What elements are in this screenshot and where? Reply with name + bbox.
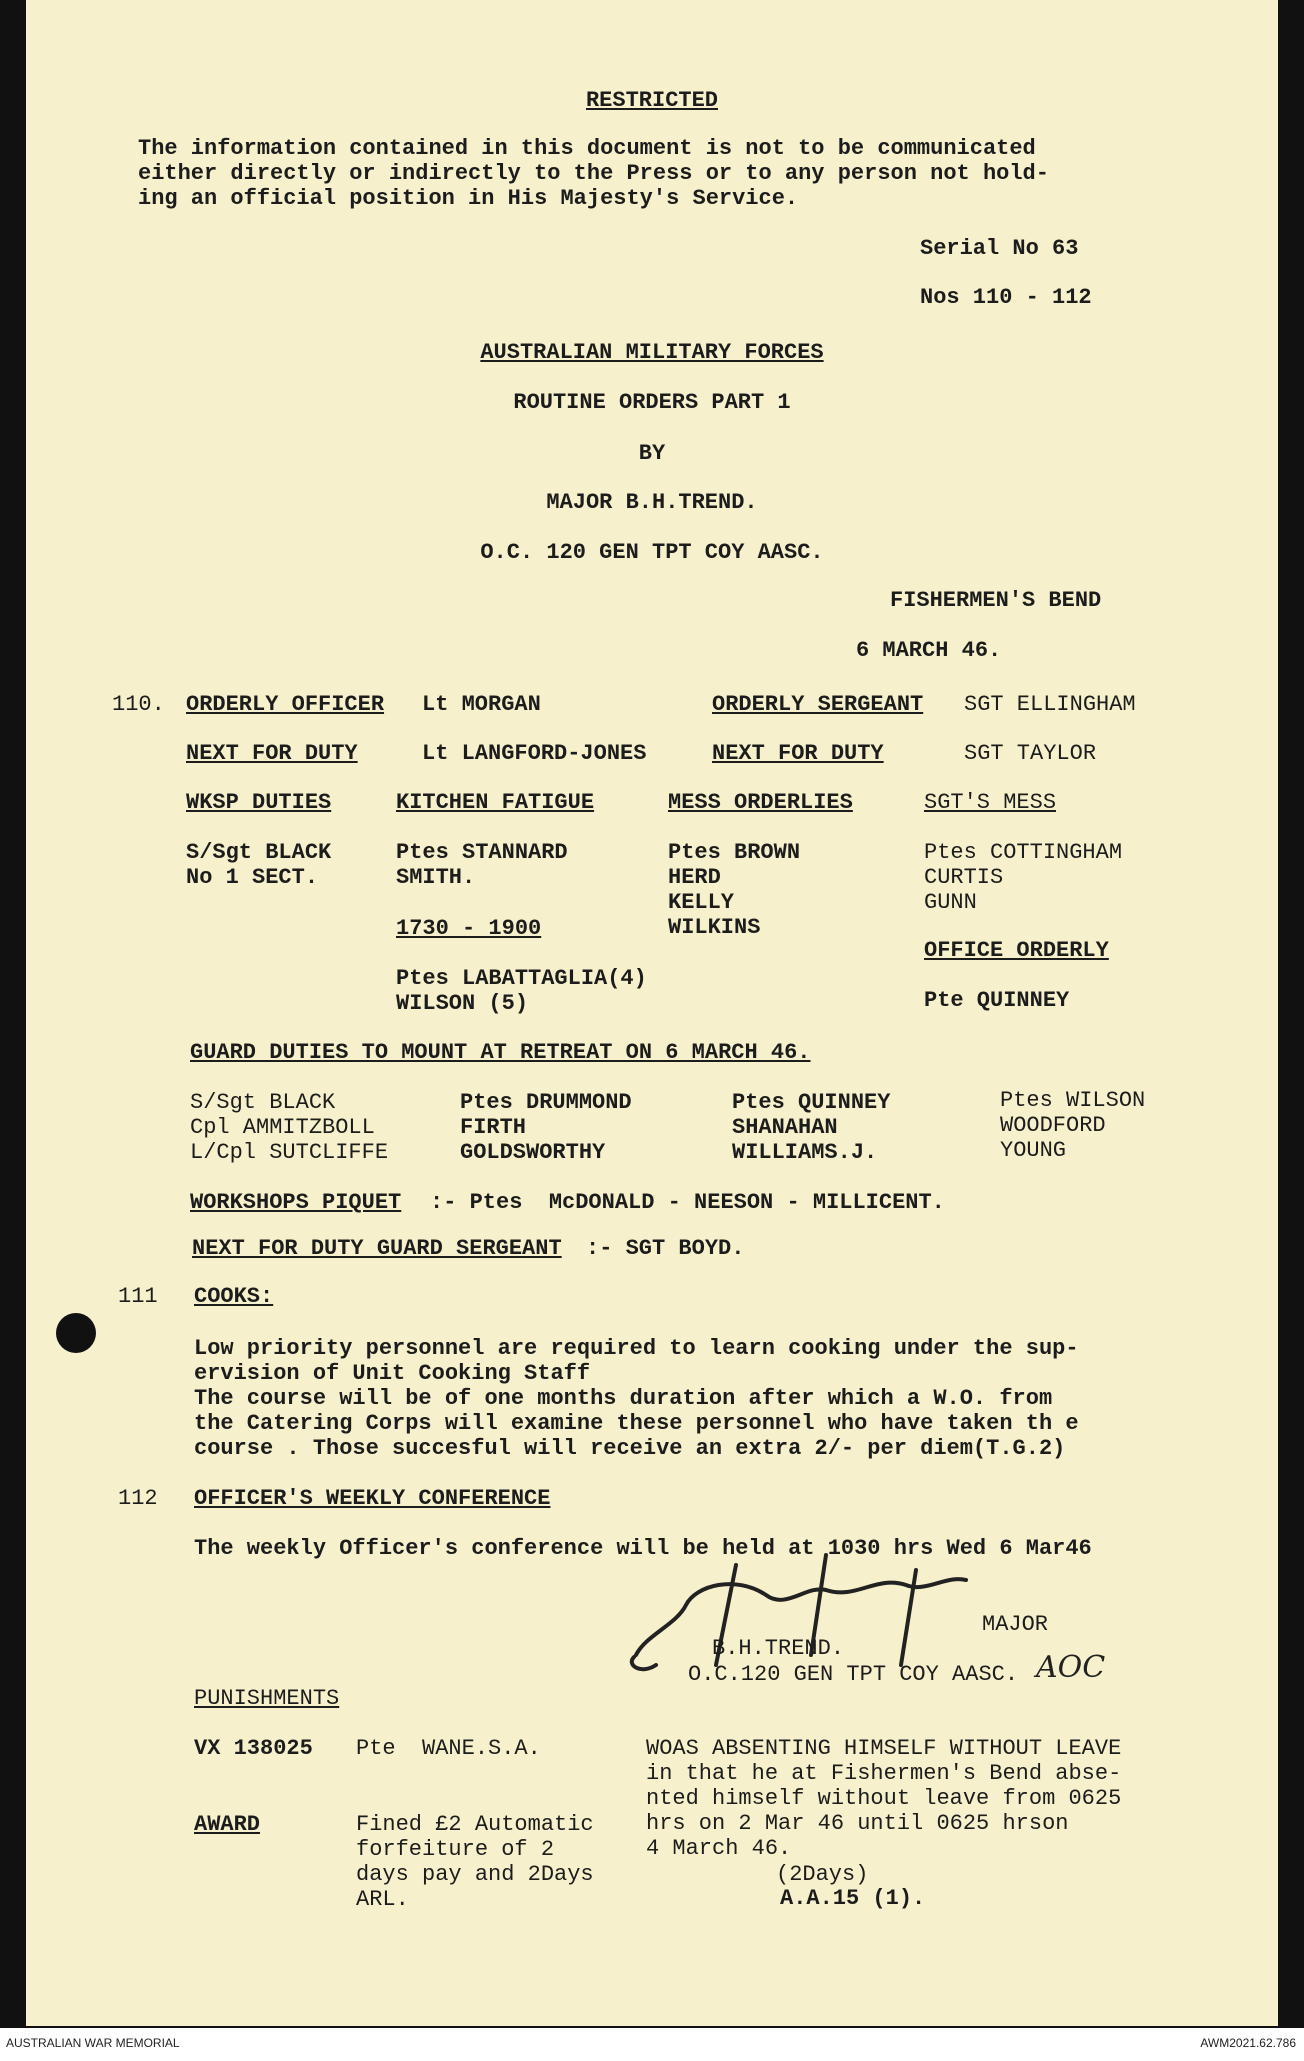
cooks-body: Low priority personnel are required to learn cooking under the sup- ervision of Unit Cooking Staff The course will be of one months duration after which a W.O. from the Catering Corps will examine these personnel who have taken th e course . Those succesful will receive an extra 2/- per diem(T.G.2) <box>194 1336 1079 1461</box>
restricted-title: RESTRICTED <box>585 88 719 113</box>
signatory-rank: MAJOR <box>982 1612 1049 1637</box>
serial-number: Serial No 63 <box>920 236 1079 261</box>
doc-title: ROUTINE ORDERS PART 1 <box>513 390 791 415</box>
restriction-notice: The information contained in this document is not to be communicated either directly or indirectly to the Press or to any person not hold- ing an official position in His Majesty's Service. <box>138 136 1049 211</box>
offence-description: WOAS ABSENTING HIMSELF WITHOUT LEAVE in that he at Fishermen's Bend abse- nted himself without leave from 0625 hrs on 2 Mar 46 until 0625 hrson 4 March 46. <box>646 1736 1122 1861</box>
order-numbers: Nos 110 - 112 <box>920 285 1092 310</box>
next-duty-sergeant: SGT TAYLOR <box>964 741 1097 766</box>
order-111-number: 111 <box>118 1284 158 1309</box>
workshops-piquet: :- Ptes McDONALD - NEESON - MILLICENT. <box>430 1190 945 1215</box>
mess-orderlies-label: MESS ORDERLIES <box>668 790 853 815</box>
org-title: AUSTRALIAN MILITARY FORCES <box>480 340 824 365</box>
order-112-number: 112 <box>118 1486 158 1511</box>
office-orderly: Pte QUINNEY <box>924 988 1070 1013</box>
time-slot-names: Ptes LABATTAGLIA(4) WILSON (5) <box>396 966 647 1016</box>
award-details: Fined £2 Automatic forfeiture of 2 days pay and 2Days ARL. <box>356 1812 594 1912</box>
award-days: (2Days) <box>776 1862 869 1887</box>
punishments-label: PUNISHMENTS <box>194 1686 340 1711</box>
time-slot-label: 1730 - 1900 <box>396 916 542 941</box>
next-duty-label: NEXT FOR DUTY <box>186 741 358 766</box>
footer-source: AUSTRALIAN WAR MEMORIAL <box>6 2036 180 2050</box>
sgts-mess-label: SGT'S MESS <box>924 790 1057 815</box>
next-duty-label-2: NEXT FOR DUTY <box>712 741 884 766</box>
wksp-duties-label: WKSP DUTIES <box>186 790 332 815</box>
date: 6 MARCH 46. <box>856 638 1002 663</box>
conference-label: OFFICER'S WEEKLY CONFERENCE <box>194 1486 551 1511</box>
punch-hole <box>56 1313 96 1353</box>
orderly-sergeant-label: ORDERLY SERGEANT <box>712 692 924 717</box>
signatory-name: B.H.TREND. <box>712 1636 845 1661</box>
order-110-number: 110. <box>112 692 165 717</box>
guard-column-3: Ptes QUINNEY SHANAHAN WILLIAMS.J. <box>732 1090 891 1165</box>
next-duty-officer: Lt LANGFORD-JONES <box>422 741 647 766</box>
archive-footer <box>0 2028 1304 2061</box>
kitchen-fatigue: Ptes STANNARD SMITH. <box>396 840 568 890</box>
workshops-piquet-label: WORKSHOPS PIQUET <box>190 1190 402 1215</box>
conference-body: The weekly Officer's conference will be held at 1030 hrs Wed 6 Mar46 <box>194 1536 1092 1561</box>
sgts-mess: Ptes COTTINGHAM CURTIS GUNN <box>924 840 1123 915</box>
guard-column-2: Ptes DRUMMOND FIRTH GOLDSWORTHY <box>460 1090 632 1165</box>
cooks-label: COOKS: <box>194 1284 274 1309</box>
guard-column-1: S/Sgt BLACK Cpl AMMITZBOLL L/Cpl SUTCLIFFE <box>190 1090 389 1165</box>
award-reference: A.A.15 (1). <box>780 1886 926 1911</box>
mess-orderlies: Ptes BROWN HERD KELLY WILKINS <box>668 840 801 940</box>
signatory-unit: O.C.120 GEN TPT COY AASC. <box>688 1662 1019 1687</box>
award-label: AWARD <box>194 1812 261 1837</box>
orderly-officer: Lt MORGAN <box>422 692 541 717</box>
unit-line: O.C. 120 GEN TPT COY AASC. <box>480 540 824 565</box>
offender: Pte WANE.S.A. <box>356 1736 541 1761</box>
guard-sergeant-label: NEXT FOR DUTY GUARD SERGEANT <box>192 1236 562 1261</box>
by-line: BY <box>638 441 666 466</box>
kitchen-fatigue-label: KITCHEN FATIGUE <box>396 790 595 815</box>
document-page <box>26 0 1278 2026</box>
place: FISHERMEN'S BEND <box>890 588 1102 613</box>
guard-column-4: Ptes WILSON WOODFORD YOUNG <box>1000 1088 1146 1163</box>
guard-duties-label: GUARD DUTIES TO MOUNT AT RETREAT ON 6 MARCH 46. <box>190 1040 811 1065</box>
office-orderly-label: OFFICE ORDERLY <box>924 938 1109 963</box>
guard-sergeant: :- SGT BOYD. <box>586 1236 745 1261</box>
service-number: VX 138025 <box>194 1736 313 1761</box>
footer-reference: AWM2021.62.786 <box>1200 2036 1296 2050</box>
signature-initials: AOC <box>1036 1650 1106 1685</box>
issuing-officer: MAJOR B.H.TREND. <box>546 490 758 515</box>
orderly-officer-label: ORDERLY OFFICER <box>186 692 385 717</box>
wksp-duties: S/Sgt BLACK No 1 SECT. <box>186 840 332 890</box>
orderly-sergeant: SGT ELLINGHAM <box>964 692 1136 717</box>
